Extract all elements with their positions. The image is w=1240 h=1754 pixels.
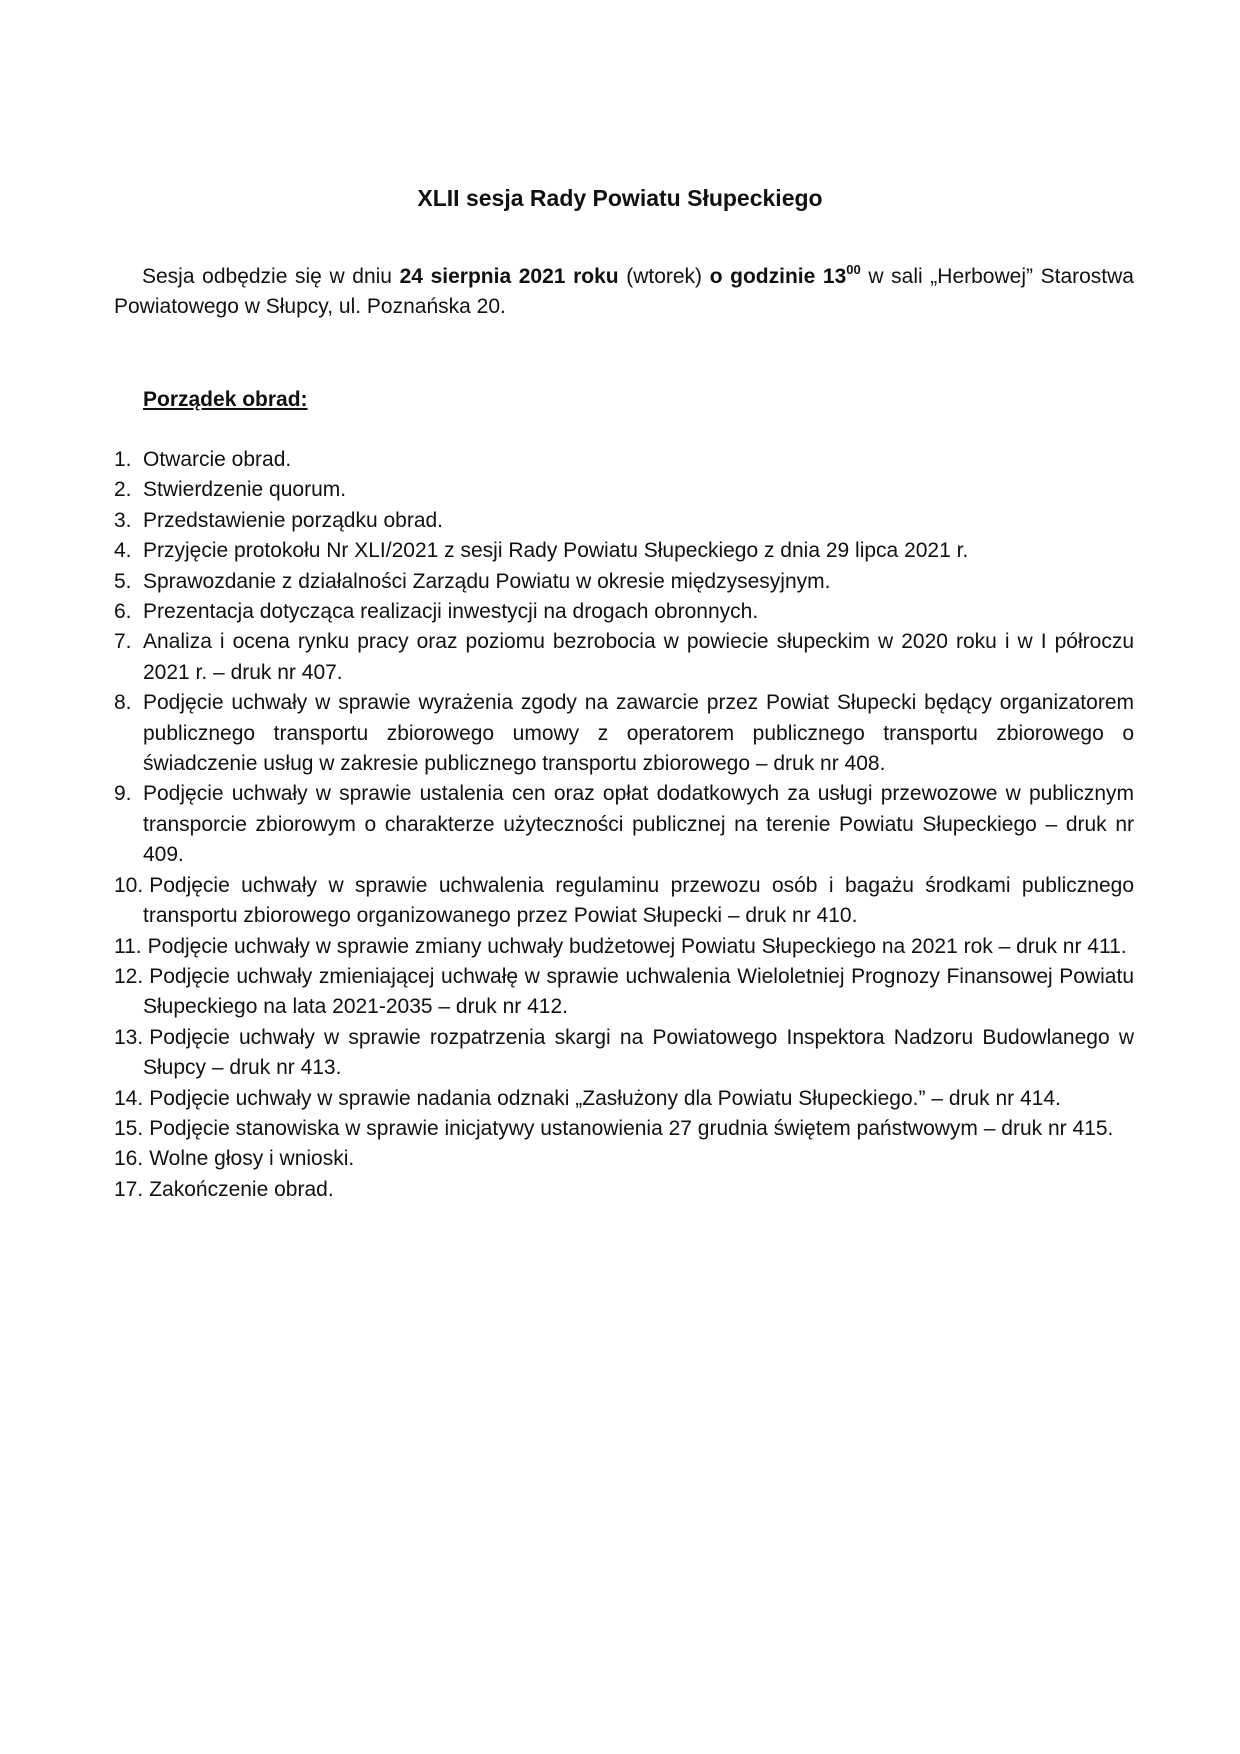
agenda-item [114, 1023, 1134, 1084]
agenda-item-text: Podjęcie uchwały w sprawie ustalenia cen oraz opłat dodatkowych za usługi przewozowe w publicznym transporcie zbiorowym o charakterze użyteczności publicznej na terenie Powiatu Słupeckiego – druk nr 409. [143, 782, 1134, 867]
agenda-item-number: 13. [114, 1025, 144, 1049]
agenda-item-number: 5. [114, 569, 132, 593]
agenda-item-number: 17. [114, 1177, 144, 1201]
agenda-item-number: 4. [114, 539, 132, 563]
agenda-heading: Porządek obrad: [143, 388, 308, 411]
agenda-item [114, 962, 1134, 1023]
intro-text-start: Sesja odbędzie się w dniu [142, 265, 400, 288]
agenda-item-text: Przedstawienie porządku obrad. [143, 508, 444, 532]
agenda-item [114, 932, 1134, 962]
agenda-item-text: Podjęcie uchwały w sprawie uchwalenia regulaminu przewozu osób i bagażu środkami publicznego transportu zbiorowego organizowanego przez Powiat Słupecki – druk nr 410. [143, 873, 1134, 928]
agenda-item [114, 779, 1134, 870]
session-date: 24 sierpnia 2021 roku [399, 265, 619, 288]
agenda-item-text: Podjęcie uchwały w sprawie rozpatrzenia skargi na Powiatowego Inspektora Nadzoru Budowlanego w Słupcy – druk nr 413. [143, 1025, 1134, 1080]
agenda-item-number: 2. [114, 478, 132, 502]
agenda-item-text: Analiza i ocena rynku pracy oraz poziomu bezrobocia w powiecie słupeckim w 2020 roku i w I półroczu 2021 r. – druk nr 407. [143, 630, 1134, 684]
session-time-label: o godzinie 13 [709, 265, 847, 288]
agenda-item-number: 14. [114, 1086, 144, 1110]
agenda-item-number: 9. [114, 782, 132, 806]
agenda-item [114, 475, 1134, 505]
agenda-item-number: 7. [114, 630, 132, 654]
agenda-item-number: 3. [114, 508, 132, 532]
agenda-item [114, 1175, 1134, 1205]
agenda-item-number: 12. [114, 964, 144, 988]
agenda-list [114, 445, 1134, 1205]
agenda-item [114, 536, 1134, 566]
intro-weekday: (wtorek) [618, 265, 710, 288]
agenda-item [114, 597, 1134, 627]
agenda-item-text: Zakończenie obrad. [149, 1177, 334, 1201]
agenda-item [114, 1114, 1134, 1144]
agenda-item-text: Podjęcie stanowiska w sprawie inicjatywy ustanowienia 27 grudnia świętem państwowym – druk nr 415. [149, 1116, 1114, 1140]
agenda-item [114, 1084, 1134, 1114]
agenda-item-number: 10. [114, 873, 144, 897]
agenda-item-text: Prezentacja dotycząca realizacji inwestycji na drogach obronnych. [143, 600, 759, 624]
document-title: XLII sesja Rady Powiatu Słupeckiego [417, 185, 823, 211]
agenda-item-number: 1. [114, 448, 132, 471]
agenda-item [114, 567, 1134, 597]
agenda-item [114, 1144, 1134, 1174]
agenda-item [114, 445, 1134, 475]
session-location: w sali „Herbowej” Starostwa Powiatowego w Słupcy, ul. Poznańska 20. [114, 265, 1134, 318]
agenda-item [114, 627, 1134, 688]
agenda-item-number: 15. [114, 1116, 144, 1140]
agenda-item-number: 16. [114, 1147, 144, 1171]
agenda-item-text: Przyjęcie protokołu Nr XLI/2021 z sesji Rady Powiatu Słupeckiego z dnia 29 lipca 2021 r. [143, 539, 969, 563]
agenda-item-text: Wolne głosy i wnioski. [149, 1147, 355, 1171]
session-time [709, 262, 861, 288]
session-time-minutes: 00 [846, 262, 861, 277]
agenda-item [114, 506, 1134, 536]
agenda-item [114, 688, 1134, 779]
agenda-item-text: Stwierdzenie quorum. [143, 478, 347, 502]
agenda-item-text: Sprawozdanie z działalności Zarządu Powiatu w okresie międzysesyjnym. [143, 569, 831, 593]
agenda-item-text: Podjęcie uchwały zmieniającej uchwałę w sprawie uchwalenia Wieloletniej Prognozy Finansowej Powiatu Słupeckiego na lata 2021-2035 – druk nr 412. [143, 964, 1134, 1019]
agenda-item-text: Podjęcie uchwały w sprawie zmiany uchwały budżetowej Powiatu Słupeckiego na 2021 rok – druk nr 411. [147, 934, 1127, 958]
agenda-item-number: 8. [114, 691, 132, 715]
agenda-item-text: Otwarcie obrad. [143, 448, 292, 471]
agenda-item-text: Podjęcie uchwały w sprawie nadania odznaki „Zasłużony dla Powiatu Słupeckiego.” – druk nr 414. [149, 1086, 1061, 1110]
agenda-item-text: Podjęcie uchwały w sprawie wyrażenia zgody na zawarcie przez Powiat Słupecki będący organizatorem publicznego transportu zbiorowego umowy z operatorem publicznego transportu zbiorowego o świadczenie usług w zakresie publicznego transportu zbiorowego – druk nr 408. [143, 691, 1134, 776]
agenda-item [114, 871, 1134, 932]
session-intro [114, 262, 1134, 322]
agenda-item-number: 6. [114, 600, 132, 624]
agenda-item-number: 11. [114, 934, 142, 958]
